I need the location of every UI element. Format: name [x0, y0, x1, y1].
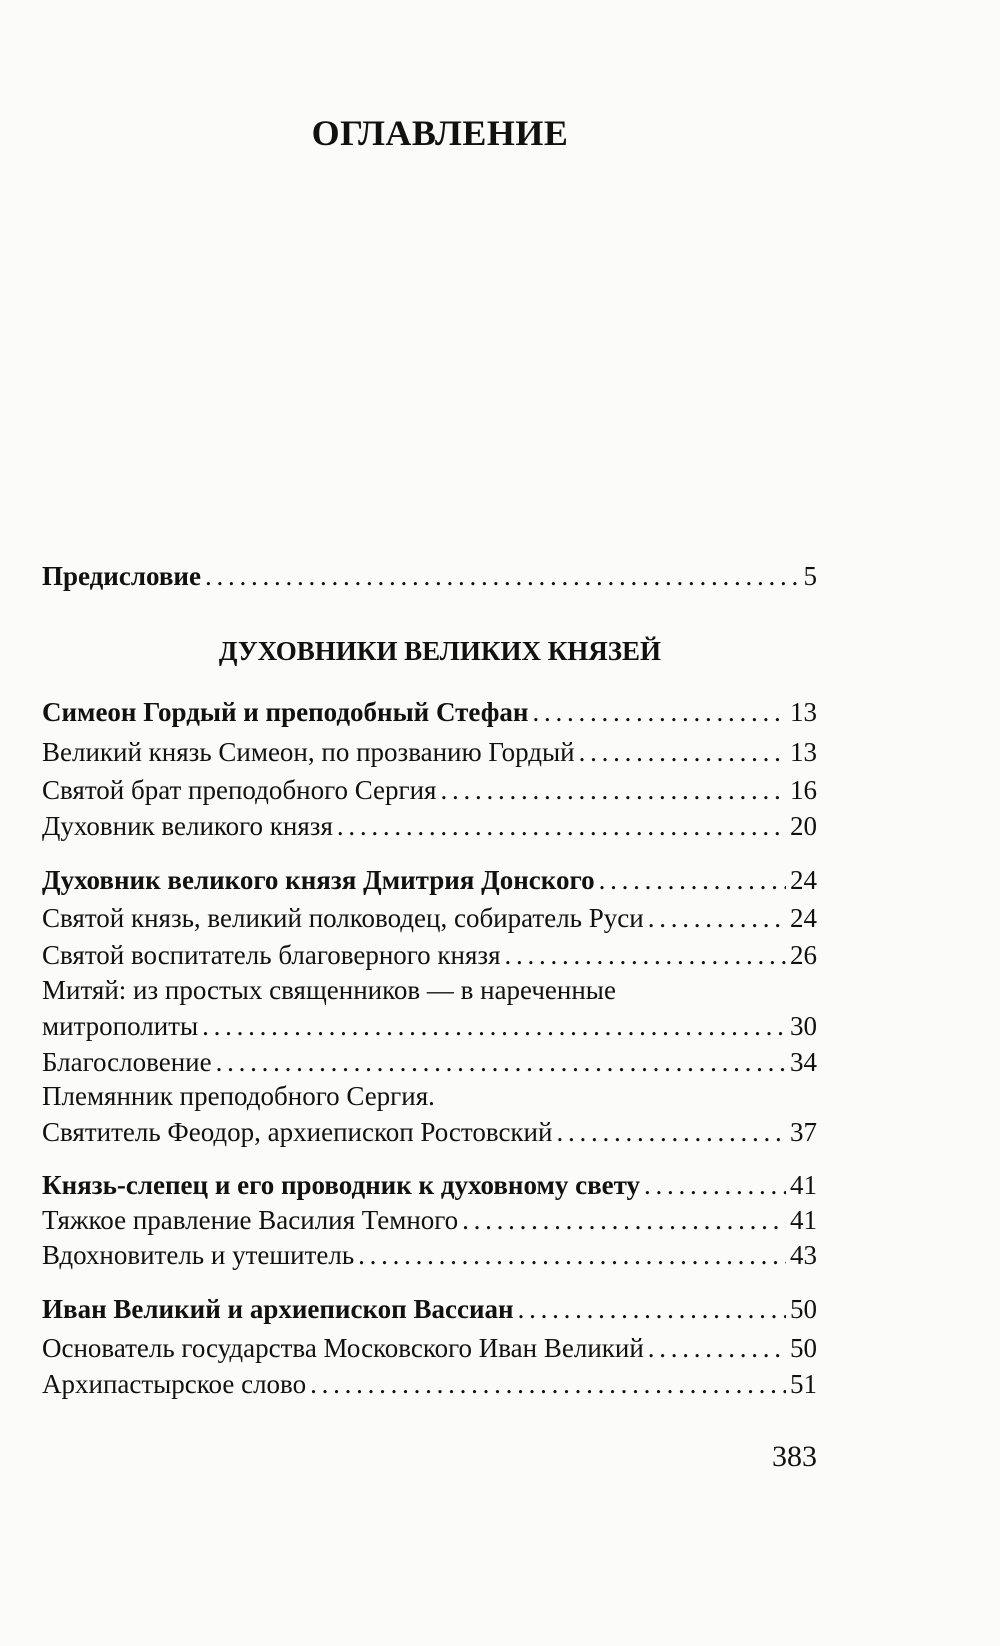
- leader-dots: [599, 862, 786, 898]
- toc-entry-page: 50: [790, 1294, 817, 1324]
- toc-entry-label: Святитель Феодор, архиепископ Ростовский: [42, 1117, 553, 1147]
- toc-entry-label: Великий князь Симеон, по прозванию Гордый: [42, 737, 575, 767]
- toc-entry-label-line1: Митяй: из простых священников — в нареченные: [42, 975, 616, 1005]
- toc-entry-page: 51: [790, 1369, 817, 1399]
- toc-entry-page: 24: [790, 903, 817, 933]
- toc-entry-label: Духовник великого князя: [42, 811, 333, 841]
- leader-dots: [205, 558, 800, 594]
- toc-entry-page: 37: [790, 1117, 817, 1147]
- leader-dots: [532, 694, 786, 730]
- toc-chapter: [42, 1291, 817, 1327]
- toc-entry-label: Святой брат преподобного Сергия: [42, 775, 437, 805]
- leader-dots: [358, 1237, 786, 1273]
- toc-entry: [42, 1044, 817, 1080]
- page-title: ОГЛАВЛЕНИЕ: [311, 113, 569, 153]
- toc-entry-page: 5: [803, 561, 817, 591]
- leader-dots: [337, 808, 786, 844]
- toc-entry-label-line1: Племянник преподобного Сергия.: [42, 1081, 435, 1111]
- toc-entry-label: Духовник великого князя Дмитрия Донского: [42, 865, 595, 895]
- toc-entry: [42, 1202, 817, 1238]
- toc-entry-preface: [42, 558, 817, 594]
- toc-entry: [42, 1008, 817, 1044]
- toc-entry-page: 20: [790, 811, 817, 841]
- toc-entry-label: Иван Великий и архиепископ Вассиан: [42, 1294, 514, 1324]
- toc-entry: [42, 937, 817, 973]
- toc-entry-page: 13: [790, 737, 817, 767]
- leader-dots: [648, 900, 786, 936]
- toc-entry: [42, 734, 817, 770]
- toc-entry-label: Симеон Гордый и преподобный Стефан: [42, 697, 529, 727]
- leader-dots: [440, 772, 786, 808]
- toc-entry-label: Тяжкое правление Василия Темного: [42, 1205, 459, 1235]
- toc-entry-page: 50: [790, 1333, 817, 1363]
- toc-entry-page: 43: [790, 1240, 817, 1270]
- toc-entry-label: Архипастырское слово: [42, 1369, 307, 1399]
- leader-dots: [216, 1044, 786, 1080]
- toc-entry-label: Предисловие: [42, 561, 201, 591]
- leader-dots: [462, 1202, 786, 1238]
- leader-dots: [556, 1114, 786, 1150]
- leader-dots: [518, 1291, 786, 1327]
- toc-entry-label: Благословение: [42, 1047, 212, 1077]
- leader-dots: [648, 1330, 786, 1366]
- leader-dots: [579, 734, 786, 770]
- toc-chapter: [42, 1167, 817, 1203]
- toc-entry-page: 34: [790, 1047, 817, 1077]
- toc-entry: [42, 1330, 817, 1366]
- toc-entry: [42, 772, 817, 808]
- toc-entry: [42, 1237, 817, 1273]
- toc-chapter: [42, 694, 817, 730]
- toc-entry-page: 13: [790, 697, 817, 727]
- toc-entry: [42, 1114, 817, 1150]
- toc-entry: [42, 1366, 817, 1402]
- leader-dots: [310, 1366, 786, 1402]
- toc-entry-label: Святой князь, великий полководец, собиратель Руси: [42, 903, 644, 933]
- toc-entry-label: Князь-слепец и его проводник к духовному свету: [42, 1170, 641, 1200]
- toc-entry-page: 30: [790, 1011, 817, 1041]
- toc-entry-label: Святой воспитатель благоверного князя: [42, 940, 501, 970]
- toc-entry-page: 41: [790, 1205, 817, 1235]
- leader-dots: [202, 1008, 786, 1044]
- toc-chapter: [42, 862, 817, 898]
- page-number: 383: [772, 1440, 817, 1473]
- leader-dots: [644, 1167, 786, 1203]
- toc-entry-page: 16: [790, 775, 817, 805]
- toc-entry-page: 41: [790, 1170, 817, 1200]
- toc-entry-page: 26: [790, 940, 817, 970]
- toc-entry-label: Основатель государства Московского Иван Великий: [42, 1333, 644, 1363]
- section-heading: ДУХОВНИКИ ВЕЛИКИХ КНЯЗЕЙ: [218, 636, 662, 666]
- toc-entry-label: митрополиты: [42, 1011, 199, 1041]
- toc-entry: [42, 900, 817, 936]
- toc-entry-page: 24: [790, 865, 817, 895]
- leader-dots: [505, 937, 787, 973]
- toc-entry: [42, 808, 817, 844]
- toc-entry-label: Вдохновитель и утешитель: [42, 1240, 355, 1270]
